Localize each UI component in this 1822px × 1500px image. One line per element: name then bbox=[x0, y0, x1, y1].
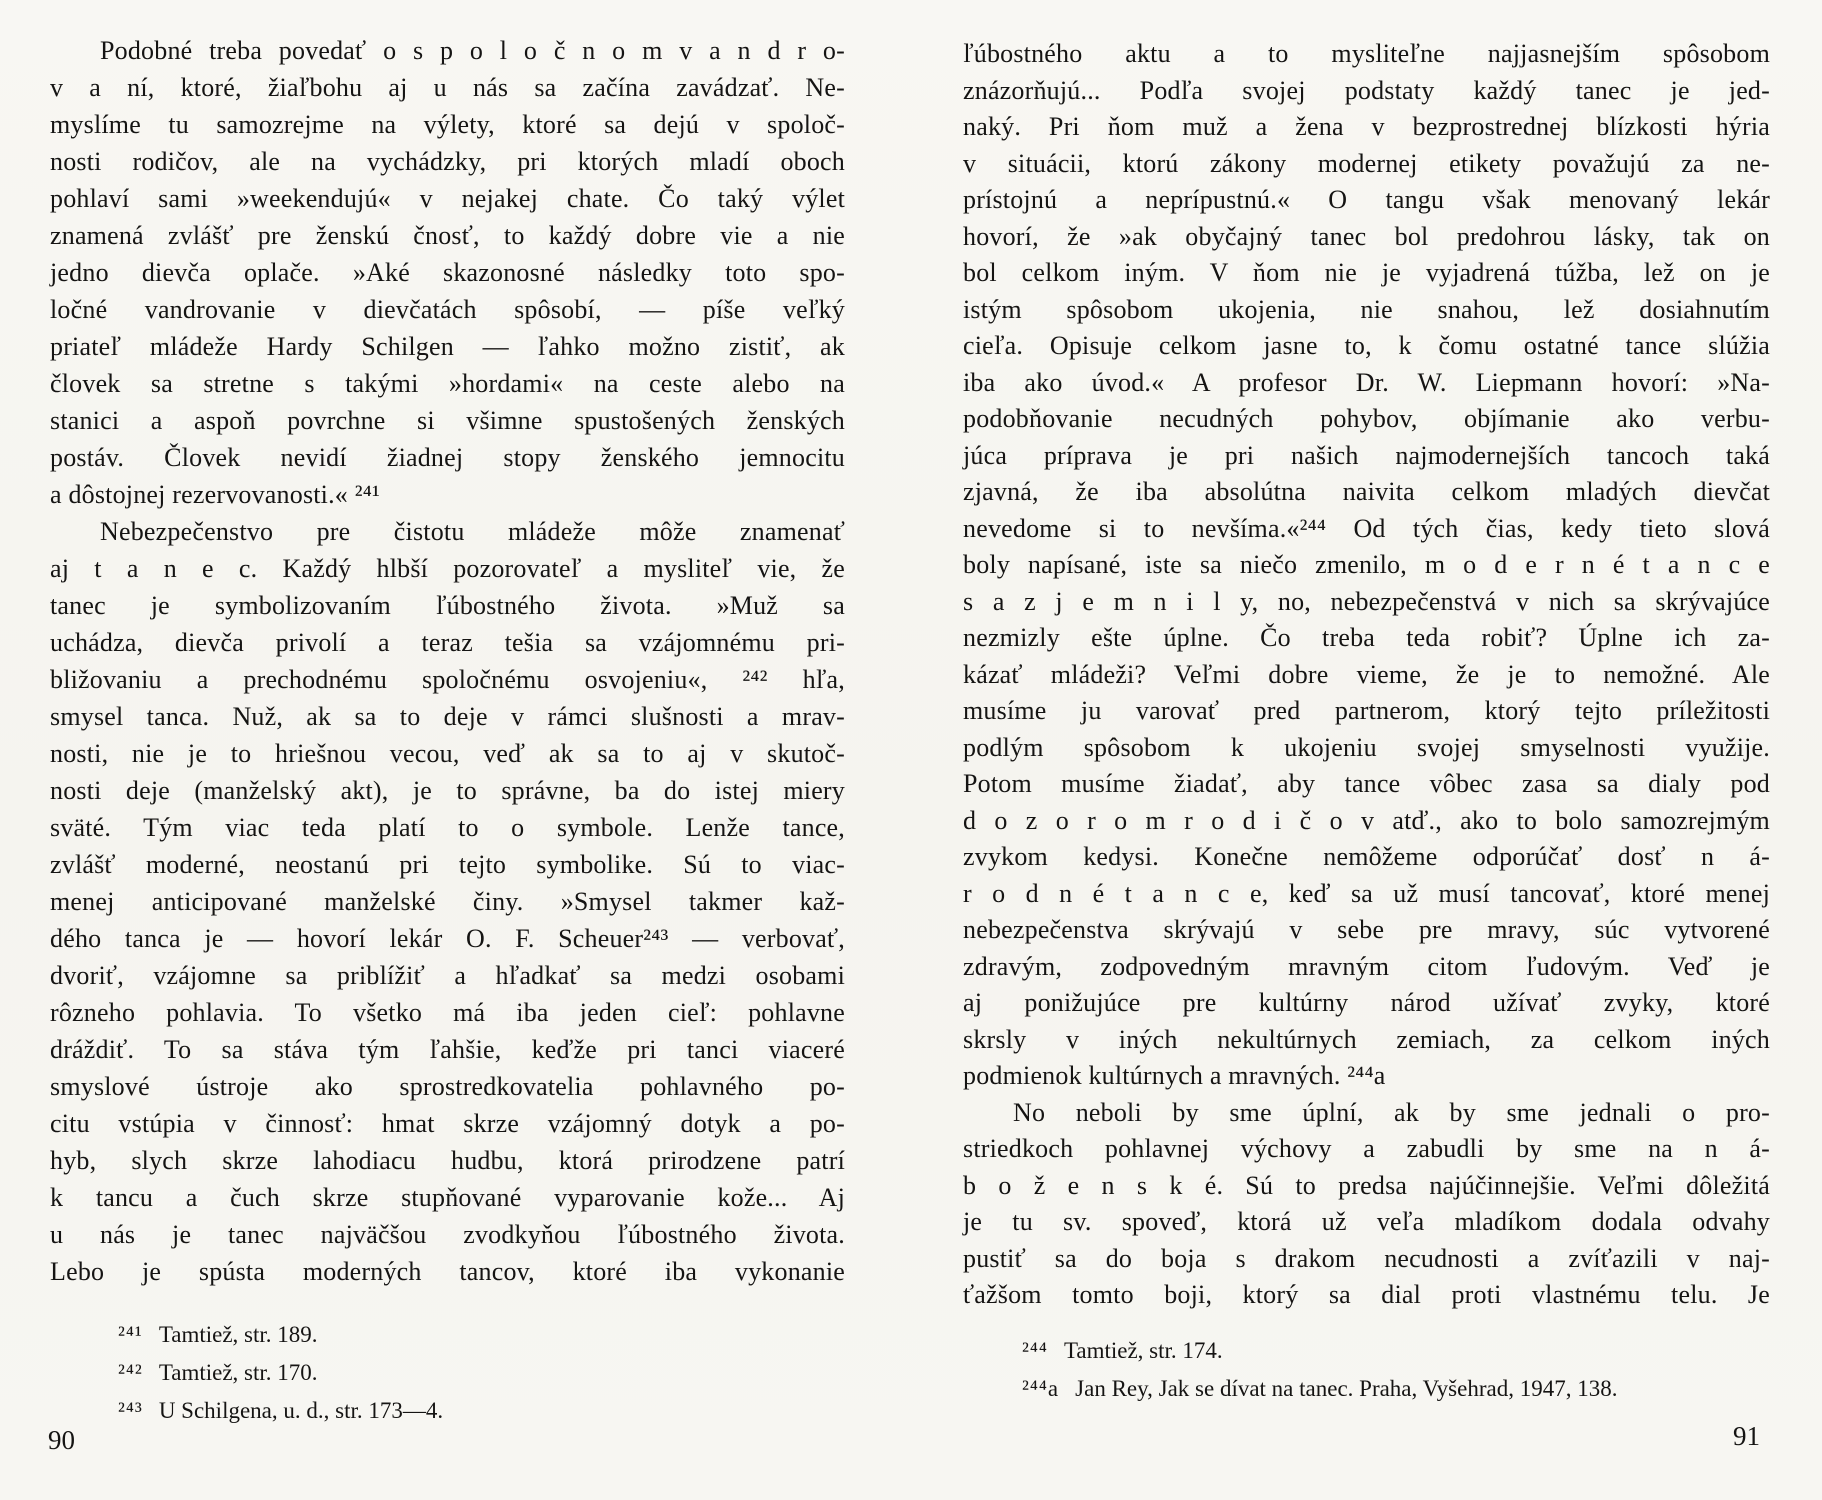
text-line: nezmizly ešte úplne. Čo treba teda robiť? Úplne ich za- bbox=[963, 623, 1770, 652]
text-line: u nás je tanec najväčšou zvodkyňou ľúbostného života. bbox=[50, 1220, 845, 1249]
text-line: podlým spôsobom k ukojeniu svojej smyselnosti využije. bbox=[963, 732, 1770, 762]
text-line: zjavná, že iba absolútna naivita celkom mladých dievčat bbox=[963, 477, 1770, 506]
footnote-marker: ²⁴⁴a bbox=[1022, 1376, 1060, 1401]
text-line: smysel tanca. Nuž, ak sa to deje v rámci slušnosti a mrav- bbox=[50, 702, 845, 731]
text-line: a dôstojnej rezervovanosti.« ²⁴¹ bbox=[50, 480, 380, 509]
text-line: sväté. Tým viac teda platí to o symbole. Lenže tance, bbox=[50, 813, 845, 842]
page-left-footnotes bbox=[118, 1316, 818, 1430]
footnote-text: U Schilgena, u. d., str. 173—4. bbox=[158, 1398, 444, 1423]
text-line: nosti rodičov, ale na vychádzky, pri ktorých mladí oboch bbox=[50, 147, 845, 176]
text-line: pohlaví sami »weekendujú« v nejakej chate. Čo taký výlet bbox=[50, 184, 845, 213]
text-line: dráždiť. To sa stáva tým ľahšie, keďže pri tanci viaceré bbox=[50, 1035, 845, 1064]
footnote-marker: ²⁴² bbox=[118, 1360, 143, 1385]
footnote-marker: ²⁴⁴ bbox=[1022, 1338, 1048, 1363]
text-line: k tancu a čuch skrze stupňované vyparovanie kože... Aj bbox=[50, 1183, 845, 1212]
text-line: stanici a aspoň povrchne si všimne spustošených ženských bbox=[50, 406, 845, 435]
page-left-text bbox=[50, 32, 845, 1290]
text-line: zvlášť moderné, neostanú pri tejto symbolike. Sú to viac- bbox=[50, 850, 845, 879]
page-number-left: 90 bbox=[48, 1425, 75, 1455]
text-line: No neboli by sme úplní, ak by sme jednali o pro- bbox=[1013, 1097, 1770, 1127]
text-line: istým spôsobom ukojenia, nie snahou, lež dosiahnutím bbox=[963, 294, 1770, 324]
text-line: kázať mládeži? Veľmi dobre vieme, že je to nemožné. Ale bbox=[963, 659, 1770, 689]
text-line: iba ako úvod.« A profesor Dr. W. Liepmann hovorí: »Na- bbox=[963, 367, 1770, 397]
text-line: smyslové ústroje ako sprostredkovatelia pohlavného po- bbox=[50, 1072, 845, 1101]
text-line: v situácii, ktorú zákony modernej etikety považujú za ne- bbox=[963, 148, 1770, 178]
text-line: znázorňujú... Podľa svojej podstaty každý tanec je jed- bbox=[963, 75, 1770, 105]
text-line: myslíme tu samozrejme na výlety, ktoré sa dejú v spoloč- bbox=[50, 110, 845, 139]
text-line: Lebo je spústa moderných tancov, ktoré iba vykonanie bbox=[50, 1257, 845, 1286]
text-line: júca príprava je pri našich najmodernejších tancoch taká bbox=[963, 440, 1770, 470]
footnote bbox=[118, 1316, 818, 1354]
page-number-right: 91 bbox=[1733, 1421, 1760, 1451]
text-line: zvykom kedysi. Konečne nemôžeme odporúčať dosť n á- bbox=[963, 842, 1770, 871]
text-line: hovorí, že »ak obyčajný tanec bol predohrou lásky, tak on bbox=[963, 221, 1770, 251]
text-line: b o ž e n s k é. Sú to predsa najúčinnejšie. Veľmi dôležitá bbox=[963, 1170, 1770, 1200]
text-line: dého tanca je — hovorí lekár O. F. Scheuer²⁴³ — verbovať, bbox=[50, 924, 845, 953]
text-line: boly napísané, iste sa niečo zmenilo, m o d e r n é t a n c e bbox=[963, 550, 1770, 579]
text-line: citu vstúpia v činnosť: hmat skrze vzájomný dotyk a po- bbox=[50, 1109, 845, 1138]
text-line: tanec je symbolizovaním ľúbostného života. »Muž sa bbox=[50, 591, 845, 620]
text-line: prístojnú a neprípustnú.« O tangu však menovaný lekár bbox=[963, 185, 1770, 214]
text-line: bol celkom iným. V ňom nie je vyjadrená túžba, lež on je bbox=[963, 258, 1770, 287]
text-line: nebezpečenstva skrývajú v sebe pre mravy, súc vytvorené bbox=[963, 915, 1770, 944]
text-line: človek sa stretne s takými »hordami« na ceste alebo na bbox=[50, 369, 845, 398]
text-line: je tu sv. spoveď, ktorá už veľa mladíkom dodala odvahy bbox=[963, 1207, 1770, 1236]
footnote-text: Tamtiež, str. 189. bbox=[158, 1322, 318, 1347]
text-line: striedkoch pohlavnej výchovy a zabudli by sme na n á- bbox=[963, 1134, 1770, 1163]
text-line: podobňovanie necudných pohybov, objímanie ako verbu- bbox=[963, 404, 1770, 433]
footnote-marker: ²⁴¹ bbox=[118, 1322, 143, 1347]
text-line: ľúbostného aktu a to mysliteľne najjasnejším spôsobom bbox=[963, 39, 1770, 68]
text-line: zdravým, zodpovedným mravným citom ľudovým. Veď je bbox=[963, 951, 1770, 981]
text-line: uchádza, dievča privolí a teraz tešia sa vzájomnému pri- bbox=[50, 628, 845, 657]
text-line: aj t a n e c. Každý hlbší pozorovateľ a mysliteľ vie, že bbox=[50, 554, 845, 583]
footnote bbox=[118, 1392, 818, 1430]
text-line: r o d n é t a n c e, keď sa už musí tancovať, ktoré menej bbox=[963, 878, 1770, 908]
text-line: dvoriť, vzájomne sa priblížiť a hľadkať sa medzi osobami bbox=[50, 961, 845, 990]
text-line: d o z o r o m r o d i č o v atď., ako to bolo samozrejmým bbox=[963, 805, 1770, 835]
text-line: aj ponižujúce pre kultúrny národ užívať zvyky, ktoré bbox=[963, 988, 1770, 1017]
text-line: ločné vandrovanie v dievčatách spôsobí, — píše veľký bbox=[50, 295, 845, 324]
footnote-marker: ²⁴³ bbox=[118, 1398, 143, 1423]
footnote bbox=[118, 1354, 818, 1392]
text-line: s a z j e m n i l y, no, nebezpečenstvá v nich sa skrývajúce bbox=[963, 586, 1770, 616]
text-line: ťažšom tomto boji, ktorý sa dial proti vlastnému telu. Je bbox=[963, 1280, 1770, 1309]
page-right-text bbox=[963, 36, 1770, 1314]
footnote-text: Tamtiež, str. 170. bbox=[158, 1360, 318, 1385]
text-line: v a ní, ktoré, žiaľbohu aj u nás sa začína zavádzať. Ne- bbox=[50, 73, 845, 102]
page-right-footnotes bbox=[1022, 1332, 1782, 1408]
text-line: skrsly v iných nekultúrnych zemiach, za celkom iných bbox=[963, 1024, 1770, 1054]
text-line: menej anticipované manželské činy. »Smysel takmer kaž- bbox=[50, 887, 845, 916]
footnote bbox=[1022, 1370, 1782, 1408]
text-line: znamená zvlášť pre ženskú čnosť, to každý dobre vie a nie bbox=[50, 221, 845, 250]
footnote-text: Jan Rey, Jak se dívat na tanec. Praha, Vyšehrad, 1947, 138. bbox=[1075, 1376, 1618, 1401]
text-line: Potom musíme žiadať, aby tance vôbec zasa sa dialy pod bbox=[963, 769, 1770, 798]
text-line: Podobné treba povedať o s p o l o č n o m v a n d r o- bbox=[100, 36, 845, 65]
text-line: pustiť sa do boja s drakom necudnosti a zvíťazili v naj- bbox=[963, 1243, 1770, 1273]
text-line: naký. Pri ňom muž a žena v bezprostrednej blízkosti hýria bbox=[963, 112, 1770, 141]
text-line: podmienok kultúrnych a mravných. ²⁴⁴a bbox=[963, 1061, 1386, 1090]
text-line: bližovaniu a prechodnému spoločnému osvojeniu«, ²⁴² hľa, bbox=[50, 665, 845, 694]
text-line: jedno dievča oplače. »Aké skazonosné následky toto spo- bbox=[50, 258, 845, 287]
text-line: postáv. Človek nevidí žiadnej stopy ženského jemnocitu bbox=[50, 443, 845, 472]
text-line: rôzneho pohlavia. To všetko má iba jeden cieľ: pohlavne bbox=[50, 998, 845, 1027]
text-line: nosti, nie je to hriešnou vecou, veď ak sa to aj v skutoč- bbox=[50, 739, 845, 768]
text-line: priateľ mládeže Hardy Schilgen — ľahko možno zistiť, ak bbox=[50, 332, 845, 361]
text-line: nosti deje (manželský akt), je to správne, ba do istej miery bbox=[50, 776, 845, 805]
text-line: Nebezpečenstvo pre čistotu mládeže môže znamenať bbox=[100, 517, 845, 546]
text-line: hyb, slych skrze lahodiacu hudbu, ktorá prirodzene patrí bbox=[50, 1146, 845, 1175]
text-line: nevedome si to nevšíma.«²⁴⁴ Od tých čias, kedy tieto slová bbox=[963, 513, 1770, 543]
text-line: musíme ju varovať pred partnerom, ktorý tejto príležitosti bbox=[963, 696, 1770, 725]
footnote-text: Tamtiež, str. 174. bbox=[1063, 1338, 1223, 1363]
footnote bbox=[1022, 1332, 1782, 1370]
text-line: cieľa. Opisuje celkom jasne to, k čomu ostatné tance slúžia bbox=[963, 331, 1770, 360]
